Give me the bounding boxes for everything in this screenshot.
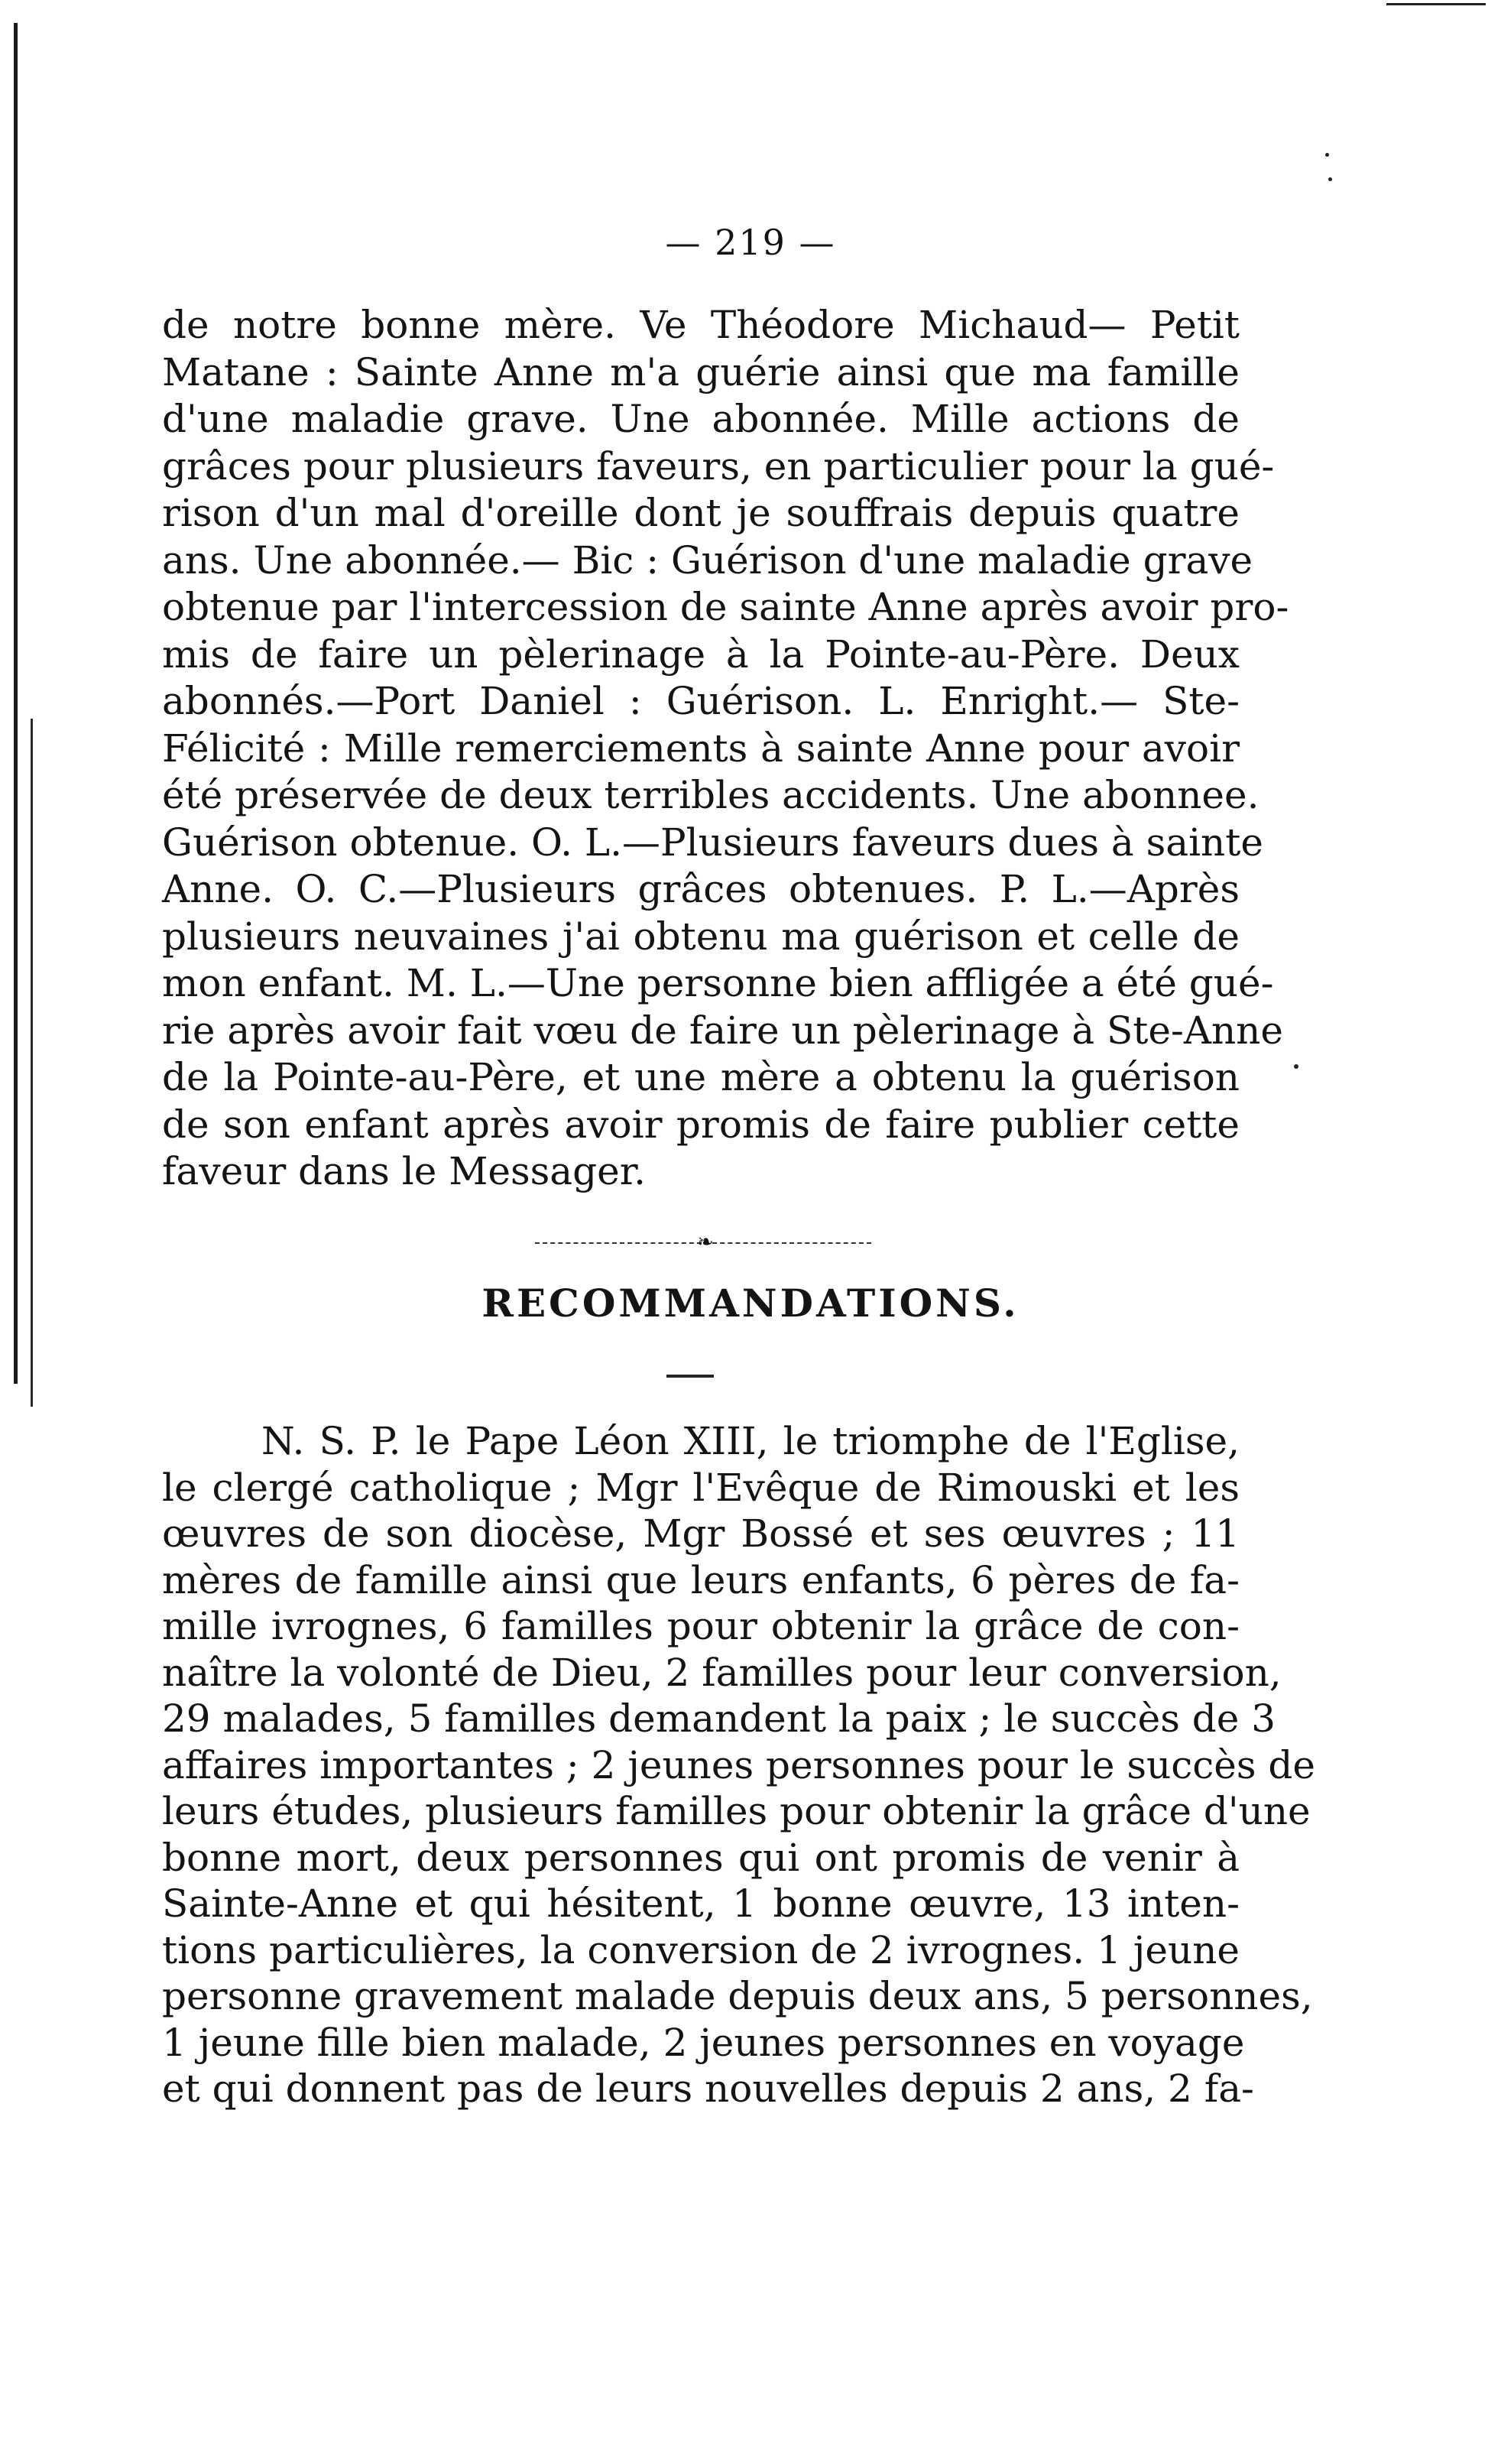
text-line: été préservée de deux terribles accidents. Une abonnee.: [162, 773, 1259, 817]
ink-speck: [1328, 177, 1332, 181]
text-line: de son enfant après avoir promis de faire publier cette: [162, 1102, 1240, 1147]
separator-ornament: ❧: [697, 1231, 714, 1254]
text-line: 29 malades, 5 familles demandent la paix ; le succès de 3: [162, 1696, 1276, 1741]
text-line: grâces pour plusieurs faveurs, en particulier pour la gué-: [162, 443, 1275, 489]
text-line: N. S. P. le Pape Léon XIII, le triomphe de l'Eglise,: [261, 1419, 1240, 1463]
heading-rule: [666, 1375, 714, 1378]
text-line: tions particulières, la conversion de 2 ivrognes. 1 jeune: [162, 1927, 1240, 1972]
text-line: plusieurs neuvaines j'ai obtenu ma guérison et celle de: [162, 914, 1240, 959]
text-line: leurs études, plusieurs familles pour obtenir la grâce d'une: [162, 1789, 1311, 1833]
top-corner-mark: [1386, 3, 1486, 5]
text-line: mis de faire un pèlerinage à la Pointe-au-Père. Deux: [162, 631, 1240, 677]
thanksgivings-paragraph: [162, 302, 1289, 1196]
text-line: de la Pointe-au-Père, et une mère a obtenu la guérison: [162, 1055, 1240, 1099]
ink-speck: [1294, 1064, 1298, 1069]
text-line: d'une maladie grave. Une abonnée. Mille actions de: [162, 397, 1240, 441]
text-line: mères de famille ainsi que leurs enfants, 6 pères de fa-: [162, 1557, 1240, 1602]
page-number: — 219 —: [665, 222, 836, 263]
text-line: 1 jeune fille bien malade, 2 jeunes personnes en voyage: [162, 2020, 1245, 2065]
text-line: affaires importantes ; 2 jeunes personnes pour le succès de: [162, 1742, 1316, 1787]
text-line: mille ivrognes, 6 familles pour obtenir la grâce de con-: [162, 1604, 1240, 1648]
text-line: Anne. O. C.—Plusieurs grâces obtenues. P. L.—Après: [162, 867, 1240, 911]
text-line: personne gravement malade depuis deux ans, 5 personnes,: [162, 1974, 1313, 2018]
text-line: Matane : Sainte Anne m'a guérie ainsi que ma famille: [162, 349, 1240, 394]
text-line: abonnés.—Port Daniel : Guérison. L. Enright.— Ste-: [162, 679, 1240, 723]
text-line: obtenue par l'intercession de sainte Anne après avoir pro-: [162, 585, 1289, 629]
section-heading: RECOMMANDATIONS.: [481, 1281, 1020, 1326]
text-line: rison d'un mal d'oreille dont je souffrais depuis quatre: [162, 491, 1240, 535]
text-line: de notre bonne mère. Ve Théodore Michaud— Petit: [162, 303, 1240, 347]
text-line: Guérison obtenue. O. L.—Plusieurs faveurs dues à sainte: [162, 820, 1263, 865]
text-line: faveur dans le Messager.: [162, 1149, 647, 1193]
text-line: mon enfant. M. L.—Une personne bien affligée a été gué-: [162, 961, 1274, 1005]
ink-speck: [1325, 153, 1329, 157]
text-line: le clergé catholique ; Mgr l'Evêque de Rimouski et les: [162, 1465, 1240, 1510]
text-line: Sainte-Anne et qui hésitent, 1 bonne œuvre, 13 inten-: [162, 1881, 1240, 1926]
text-line: et qui donnent pas de leurs nouvelles depuis 2 ans, 2 fa-: [162, 2066, 1254, 2111]
text-line: ans. Une abonnée.— Bic : Guérison d'une maladie grave: [162, 537, 1253, 583]
text-line: œuvres de son diocèse, Mgr Bossé et ses œuvres ; 11: [162, 1511, 1240, 1556]
text-line: Félicité : Mille remerciements à sainte Anne pour avoir: [162, 726, 1240, 771]
text-line: naître la volonté de Dieu, 2 familles pour leur conversion,: [162, 1650, 1282, 1695]
text-line: rie après avoir fait vœu de faire un pèlerinage à Ste-Anne: [162, 1008, 1283, 1053]
recommendations-paragraph: [162, 1418, 1316, 2112]
text-line: bonne mort, deux personnes qui ont promis de venir à: [162, 1835, 1240, 1880]
